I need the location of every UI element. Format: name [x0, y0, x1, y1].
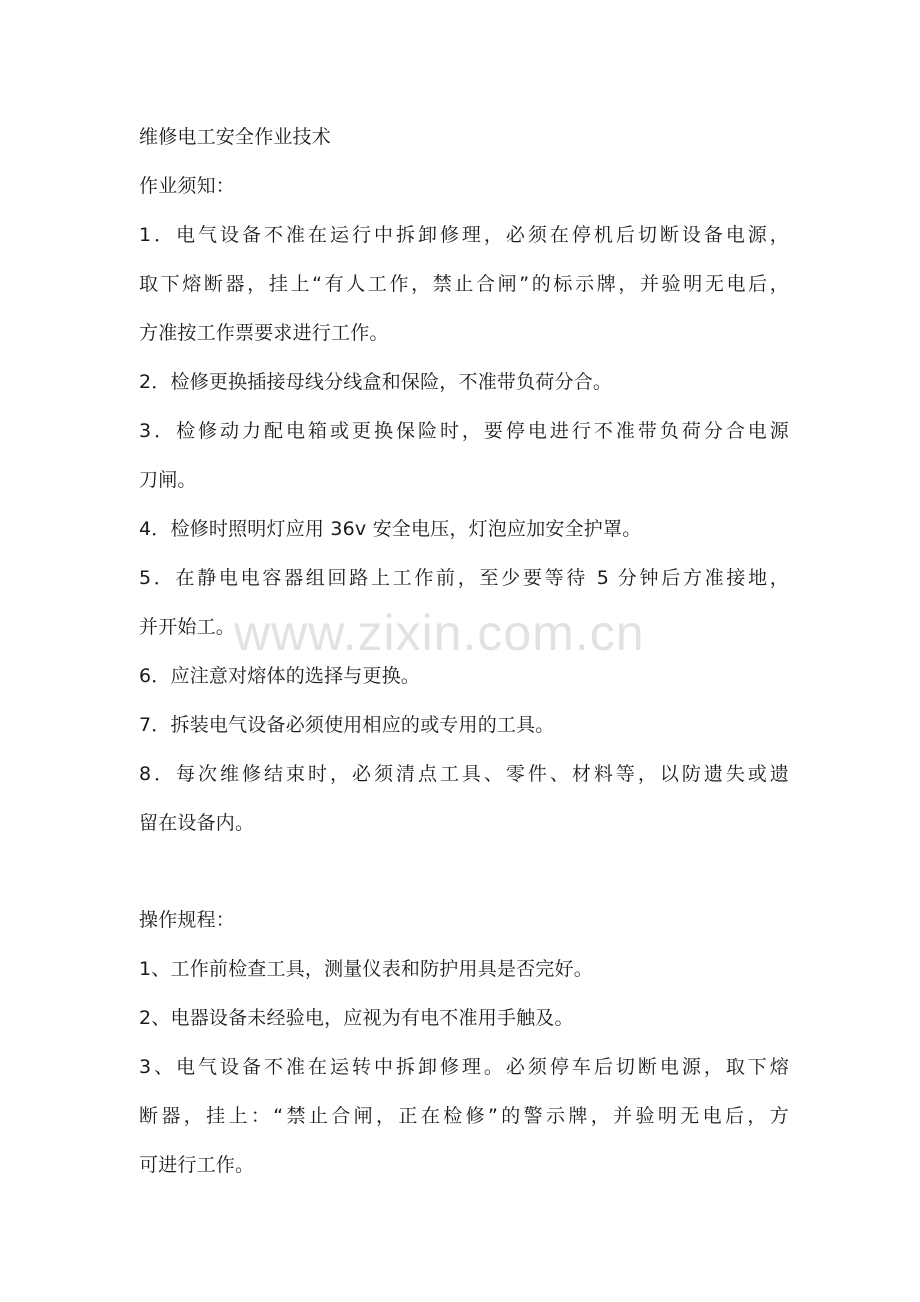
- procedure-item-3-line-1: 3、电气设备不准在运转中拆卸修理。必须停车后切断电源，取下熔: [139, 1056, 789, 1078]
- notice-item-5-line-2: 并开始工。: [139, 616, 236, 638]
- procedure-item-1: 1、工作前检查工具，测量仪表和防护用具是否完好。: [139, 958, 593, 980]
- notice-item-1-line-1: 1．电气设备不准在运行中拆卸修理，必须在停机后切断设备电源，: [139, 224, 789, 246]
- notice-item-6: 6．应注意对熔体的选择与更换。: [139, 665, 421, 687]
- notice-item-1-line-2: 取下熔断器，挂上“有人工作，禁止合闸”的标示牌，并验明无电后，: [139, 273, 789, 295]
- notice-item-5-line-1: 5．在静电电容器组回路上工作前，至少要等待 5 分钟后方准接地，: [139, 567, 789, 589]
- document-body: [139, 113, 789, 1190]
- notice-item-2: 2．检修更换插接母线分线盒和保险，不准带负荷分合。: [139, 371, 613, 393]
- procedure-item-2: 2、电器设备未经验电，应视为有电不准用手触及。: [139, 1007, 574, 1029]
- notice-item-3-line-1: 3．检修动力配电箱或更换保险时，要停电进行不准带负荷分合电源: [139, 420, 789, 442]
- notice-item-7: 7．拆装电气设备必须使用相应的或专用的工具。: [139, 714, 555, 736]
- notice-item-4: 4．检修时照明灯应用 36v 安全电压，灯泡应加安全护罩。: [139, 518, 642, 540]
- procedure-item-3-line-2: 断器，挂上：“禁止合闸，正在检修”的警示牌，并验明无电后，方: [139, 1105, 789, 1127]
- watermark-text: www.zixin.com.cn: [234, 605, 645, 661]
- notice-item-1-line-3: 方准按工作票要求进行工作。: [139, 322, 389, 344]
- section-heading-notice: 作业须知：: [139, 175, 236, 197]
- notice-item-3-line-2: 刀闸。: [139, 469, 197, 491]
- procedure-item-3-line-3: 可进行工作。: [139, 1154, 255, 1176]
- document-title: 维修电工安全作业技术: [139, 126, 332, 148]
- notice-item-8-line-2: 留在设备内。: [139, 812, 255, 834]
- notice-item-8-line-1: 8．每次维修结束时，必须清点工具、零件、材料等，以防遗失或遗: [139, 763, 789, 785]
- section-heading-procedure: 操作规程：: [139, 909, 236, 931]
- section-spacer: [139, 848, 789, 896]
